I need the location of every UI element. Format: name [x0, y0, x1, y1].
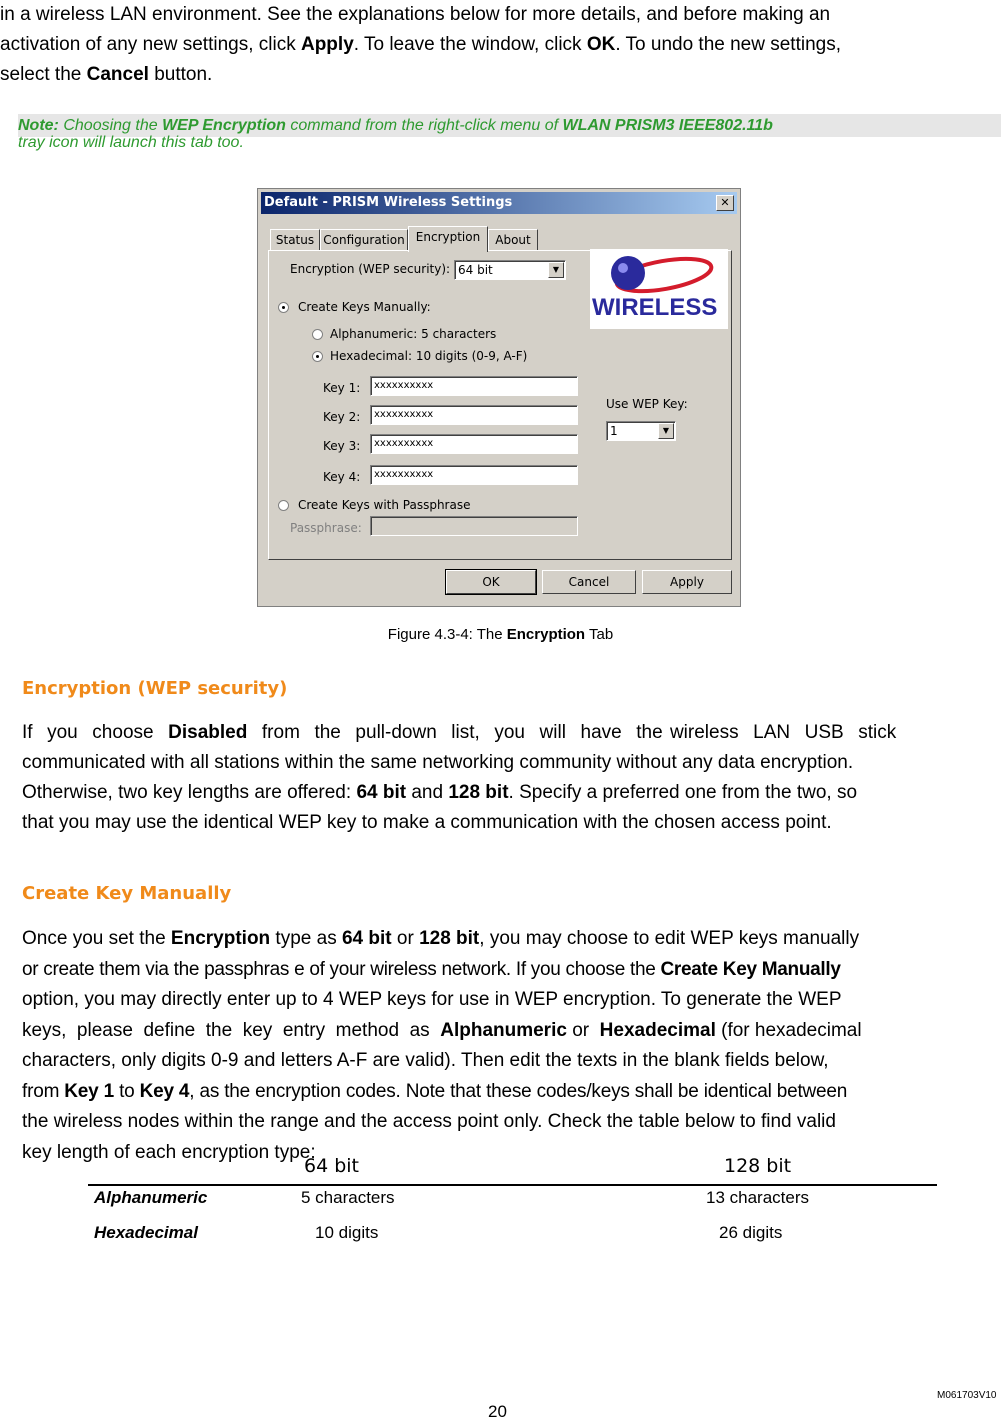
table-row-label-alphanumeric: Alphanumeric: [94, 1188, 208, 1207]
close-icon[interactable]: ✕: [716, 195, 734, 211]
term-128bit: 128 bit: [419, 928, 480, 949]
tab-configuration[interactable]: Configuration: [320, 229, 408, 250]
use-wep-key-select[interactable]: [606, 421, 676, 441]
section-1-body: [22, 718, 998, 838]
key-1-label: Key 1:: [323, 381, 361, 395]
body-text: Otherwise, two key lengths are offered:: [22, 782, 357, 803]
tab-about[interactable]: About: [488, 229, 538, 250]
section-2-line-3: option, you may directly enter up to 4 WEP keys for use in WEP encryption. To generate the WEP: [22, 989, 842, 1010]
table-header-128bit: 128 bit: [724, 1155, 792, 1177]
hexadecimal-radio[interactable]: [312, 351, 323, 362]
intro-line-3: [0, 60, 998, 90]
alphanumeric-label: Alphanumeric: 5 characters: [330, 327, 497, 341]
passphrase-input[interactable]: [370, 516, 578, 536]
note-line-1: [18, 117, 1001, 134]
hexadecimal-term: Hexadecimal: [599, 1019, 716, 1041]
section-2-line-1: [22, 924, 998, 955]
key-4-label: Key 4:: [323, 470, 361, 484]
body-text: . Specify a preferred one from the two, so: [508, 782, 858, 803]
create-manual-radio[interactable]: [278, 302, 289, 313]
key-3-input[interactable]: xxxxxxxxxx: [370, 434, 578, 454]
body-text: type as: [270, 928, 342, 949]
note-text: Choosing the: [58, 117, 163, 134]
hexadecimal-label: Hexadecimal: 10 digits (0-9, A-F): [330, 349, 528, 363]
body-text: and: [406, 782, 449, 803]
note-line-2: tray icon will launch this tab too.: [18, 134, 244, 151]
body-text: to: [113, 1080, 140, 1102]
table-cell-alpha-64: 5 characters: [301, 1188, 395, 1207]
intro-text: . To leave the window, click: [353, 34, 587, 55]
logo-text: WIRELESS: [592, 294, 718, 321]
intro-text: activation of any new settings, click: [0, 34, 301, 55]
term-64bit: 64 bit: [356, 782, 407, 803]
body-text: (for hexadecimal: [715, 1019, 862, 1041]
chevron-down-icon[interactable]: ▼: [658, 423, 674, 439]
section-2-line-4: [22, 1016, 998, 1047]
tab-encryption[interactable]: Encryption: [408, 226, 488, 252]
term-128bit: 128 bit: [448, 782, 509, 803]
section-2-line-6: [22, 1077, 998, 1108]
key-1-input[interactable]: xxxxxxxxxx: [370, 376, 578, 396]
section-1-line-1: [22, 718, 998, 748]
note-command: WEP Encryption: [162, 117, 286, 134]
note-label: Note:: [18, 117, 59, 134]
table-cell-alpha-128: 13 characters: [706, 1188, 809, 1207]
body-text: or create them via the passphras e of your wireless network. If you choose the: [22, 958, 661, 980]
tab-status[interactable]: Status: [270, 229, 320, 250]
note-text: command from the right-click menu of: [285, 117, 563, 134]
table-row-label-hexadecimal: Hexadecimal: [94, 1223, 198, 1242]
section-2-line-8: key length of each encryption type:: [22, 1141, 316, 1163]
body-text: or: [566, 1019, 600, 1041]
document-code: M061703V10: [937, 1390, 997, 1401]
alphanumeric-radio[interactable]: [312, 329, 323, 340]
note-app: WLAN PRISM3 IEEE802.11b: [562, 117, 773, 134]
page-number: 20: [488, 1402, 507, 1421]
alphanumeric-term: Alphanumeric: [440, 1019, 567, 1041]
section-1-line-4: that you may use the identical WEP key to make a communication with the chosen access point.: [22, 812, 832, 833]
section-2-body: [22, 924, 998, 1168]
table-rule: [88, 1184, 937, 1186]
table-cell-hex-128: 26 digits: [719, 1223, 783, 1242]
encryption-select[interactable]: [454, 260, 566, 280]
key1-term: Key 1: [64, 1080, 114, 1102]
body-text: Once you set the: [22, 928, 171, 949]
settings-dialog: [257, 188, 741, 607]
section-heading-create-key: Create Key Manually: [22, 883, 232, 904]
intro-text: button.: [148, 64, 213, 85]
body-text: from the pull-down list, you will have the wireless LAN USB stick: [247, 722, 897, 743]
table-header-64bit: 64 bit: [304, 1155, 360, 1177]
key-3-label: Key 3:: [323, 439, 361, 453]
intro-line-2: [0, 30, 998, 60]
figure-caption: [0, 626, 1001, 643]
use-wep-key-value: 1: [610, 424, 618, 438]
body-text: from: [22, 1080, 65, 1102]
cancel-term: Cancel: [86, 64, 149, 85]
create-passphrase-radio[interactable]: [278, 500, 289, 511]
body-text: or: [391, 928, 420, 949]
section-2-line-5: characters, only digits 0-9 and letters A-F are valid). Then edit the texts in the blank fields below,: [22, 1050, 829, 1071]
dialog-title: Default - PRISM Wireless Settings: [264, 195, 513, 210]
body-text: If you choose: [22, 722, 169, 743]
cancel-button[interactable]: Cancel: [542, 570, 636, 594]
encryption-value: 64 bit: [458, 263, 493, 277]
key-2-label: Key 2:: [323, 410, 361, 424]
encryption-term: Encryption: [170, 928, 271, 949]
section-1-line-2: communicated with all stations within the same networking community without any data encryption.: [22, 752, 854, 773]
caption-text: Tab: [585, 626, 614, 643]
create-manual-label: Create Keys Manually:: [298, 300, 431, 314]
dialog-titlebar: [261, 192, 737, 214]
section-2-line-7: the wireless nodes within the range and the access point only. Check the table below to find valid: [22, 1111, 836, 1132]
term-64bit: 64 bit: [341, 928, 392, 949]
intro-text: . To undo the new settings,: [615, 34, 842, 55]
apply-term: Apply: [300, 34, 354, 55]
section-heading-encryption: Encryption (WEP security): [22, 678, 288, 699]
body-text: keys, please define the key entry method as: [22, 1019, 441, 1041]
disabled-term: Disabled: [168, 722, 248, 743]
wireless-logo: [590, 249, 728, 329]
section-2-line-2: [22, 955, 998, 986]
table-cell-hex-64: 10 digits: [315, 1223, 379, 1242]
caption-text: Figure 4.3-4: The: [387, 626, 507, 643]
note-box: [18, 114, 1001, 151]
encryption-label: Encryption (WEP security):: [290, 262, 451, 276]
key4-term: Key 4: [139, 1080, 190, 1102]
intro-paragraph: [0, 0, 998, 90]
body-text: , you may choose to edit WEP keys manually: [479, 928, 860, 949]
passphrase-label: Passphrase:: [290, 521, 362, 535]
section-1-line-3: [22, 778, 998, 808]
body-text: , as the encryption codes. Note that these codes/keys shall be identical between: [189, 1080, 848, 1102]
caption-bold: Encryption: [506, 626, 586, 643]
ok-button[interactable]: OK: [446, 570, 536, 594]
intro-line-1: in a wireless LAN environment. See the explanations below for more details, and before making an: [0, 4, 831, 25]
create-key-term: Create Key Manually: [660, 958, 841, 980]
intro-text: select the: [0, 64, 87, 85]
key-2-input[interactable]: xxxxxxxxxx: [370, 405, 578, 425]
chevron-down-icon[interactable]: ▼: [548, 262, 564, 278]
create-passphrase-label: Create Keys with Passphrase: [298, 498, 471, 512]
ok-term: OK: [586, 34, 616, 55]
apply-button[interactable]: Apply: [642, 570, 732, 594]
wireless-logo-graphic: [590, 249, 728, 329]
key-4-input[interactable]: xxxxxxxxxx: [370, 465, 578, 485]
use-wep-key-label: Use WEP Key:: [606, 397, 688, 411]
